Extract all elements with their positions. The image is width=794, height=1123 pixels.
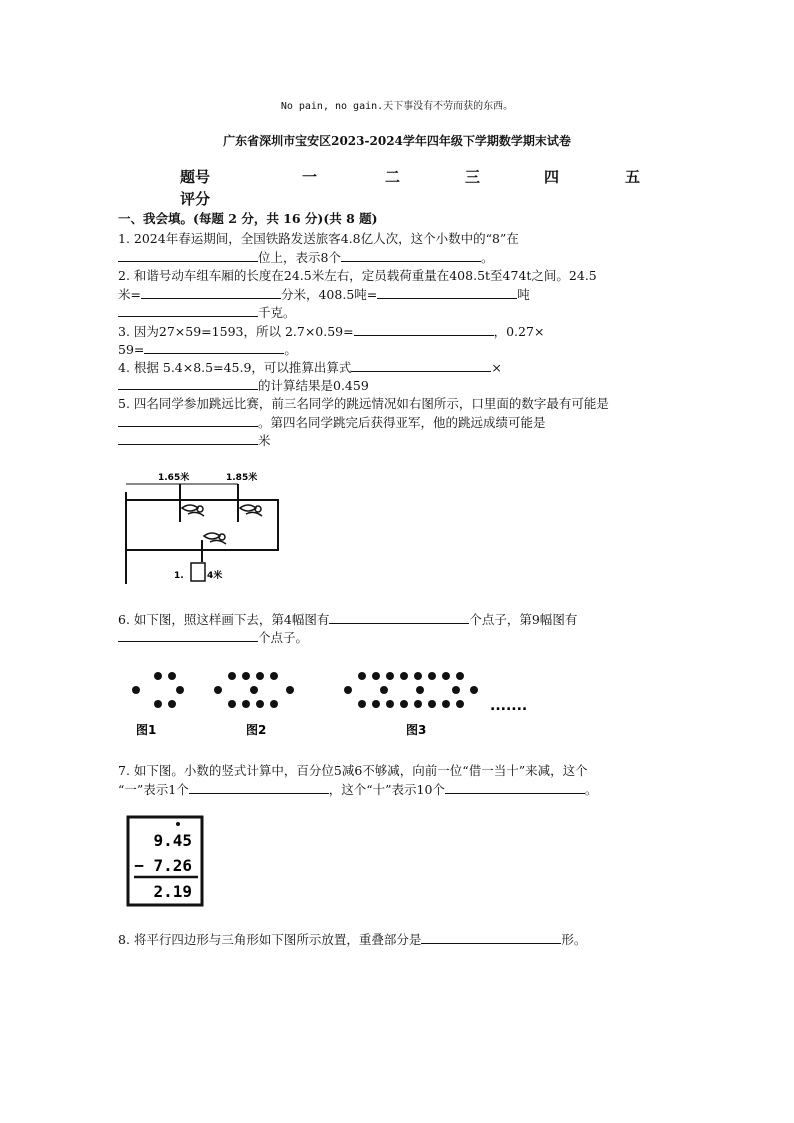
q2-text-a: 米=: [118, 287, 141, 302]
table-score-label: 评分: [180, 190, 211, 208]
q4-text-c: 的计算结果是0.459: [258, 378, 369, 393]
q2-text-b: 分米，408.5吨=: [280, 287, 378, 302]
q6-text-a: 6. 如下图，照这样画下去，第4幅图有: [118, 612, 330, 627]
answer-blank[interactable]: [118, 414, 258, 427]
q3-line1: [118, 323, 544, 340]
q5-line1: 5. 四名同学参加跳远比赛，前三名同学的跳远情况如右图所示，口里面的数字最有可能是: [118, 396, 609, 411]
q3-text-d: 。: [284, 342, 297, 357]
q3-text-b: ，0.27×: [493, 324, 545, 339]
answer-blank[interactable]: [118, 249, 258, 262]
q1-line1: 1. 2024年春运期间，全国铁路发送旅客4.8亿人次，这个小数中的“8”在: [118, 231, 519, 246]
q4-text-b: ×: [491, 360, 502, 375]
table-col-1: 一: [302, 168, 318, 186]
answer-blank[interactable]: [445, 781, 585, 794]
q5-line2: [118, 414, 546, 431]
exam-title: 广东省深圳市宝安区2023-2024学年四年级下学期数学期末试卷: [223, 134, 571, 148]
distance-label-b: 1.85米: [226, 473, 258, 483]
table-header-label: 题号: [180, 168, 211, 186]
q8-text-a: 8. 将平行四边形与三角形如下图所示放置，重叠部分是: [118, 932, 422, 947]
q4-line1: [118, 359, 502, 376]
q7-text-c: 。: [584, 782, 598, 797]
long-jump-figure: [118, 462, 288, 587]
q1-line2: [118, 249, 493, 266]
page-motto: No pain, no gain.天下事没有不劳而获的东西。: [280, 101, 514, 112]
dot-pattern-1: [132, 672, 184, 708]
q3-text-a: 3. 因为27×59=1593，所以 2.7×0.59=: [118, 324, 354, 339]
unknown-digit-box: [191, 563, 205, 581]
answer-blank[interactable]: [141, 286, 281, 299]
distance-label-c: 1.: [174, 571, 184, 581]
q5-text-a: 。第四名同学跳完后获得亚军，他的跳远成绩可能是: [258, 415, 546, 430]
subtrahend: − 7.26: [134, 856, 192, 875]
figure-caption-3: 图3: [406, 723, 427, 737]
q2-text-c: 吨: [517, 287, 530, 302]
q3-line2: [118, 341, 297, 358]
q8-line1: [118, 931, 586, 948]
q4-line2: [118, 377, 369, 394]
answer-blank[interactable]: [421, 931, 561, 944]
answer-blank[interactable]: [189, 781, 329, 794]
figure-caption-2: 图2: [246, 723, 267, 737]
q1-text-a: 位上，表示8个: [258, 250, 341, 265]
answer-blank[interactable]: [351, 359, 491, 372]
borrow-dot: [176, 822, 180, 826]
q2-line2: [118, 286, 530, 303]
q7-line2: [118, 781, 597, 798]
table-col-5: 五: [625, 168, 641, 186]
q7-text-a: “一”表示1个: [118, 782, 189, 797]
figure-caption-1: 图1: [136, 723, 157, 737]
dot-pattern-2: [214, 672, 294, 708]
distance-label-a: 1.65米: [158, 473, 190, 483]
answer-blank[interactable]: [377, 286, 517, 299]
section-heading: 一、我会填。(每题 2 分，共 16 分)(共 8 题): [118, 211, 378, 226]
continuation-dots: .......: [490, 698, 528, 714]
q6-line2: [118, 629, 308, 646]
q7-line1: 7. 如下图。小数的竖式计算中，百分位5减6不够减，向前一位“借一当十”来减，这个: [118, 763, 588, 778]
q5-text-b: 米: [258, 433, 271, 448]
difference: 2.19: [153, 882, 192, 901]
q6-line1: [118, 611, 577, 628]
q2-line3: [118, 304, 296, 321]
q6-text-c: 个点子。: [258, 630, 309, 645]
vertical-subtraction-figure: [126, 813, 206, 909]
answer-blank[interactable]: [329, 611, 469, 624]
q7-text-b: ，这个“十”表示10个: [328, 782, 445, 797]
answer-blank[interactable]: [118, 629, 258, 642]
minuend: 9.45: [153, 831, 192, 850]
answer-blank[interactable]: [341, 249, 481, 262]
distance-label-d: 4米: [207, 571, 223, 581]
q5-line3: [118, 432, 271, 449]
q4-text-a: 4. 根据 5.4×8.5=45.9，可以推算出算式: [118, 360, 352, 375]
footprint-icon: [182, 505, 204, 516]
q2-line1: 2. 和谐号动车组车厢的长度在24.5米左右，定员载荷重量在408.5t至474t之间。24.5: [118, 268, 597, 283]
answer-blank[interactable]: [144, 341, 284, 354]
table-col-3: 三: [465, 168, 481, 186]
answer-blank[interactable]: [118, 377, 258, 390]
dot-pattern-3: [344, 672, 478, 708]
dot-pattern-figure: [118, 664, 558, 744]
q3-text-c: 59=: [118, 342, 145, 357]
q6-text-b: 个点子，第9幅图有: [469, 612, 578, 627]
answer-blank[interactable]: [354, 323, 494, 336]
answer-blank[interactable]: [118, 304, 258, 317]
table-col-4: 四: [544, 168, 560, 186]
q2-text-d: 千克。: [258, 305, 296, 320]
q1-text-b: 。: [480, 250, 494, 265]
footprint-icon: [204, 533, 226, 544]
footprint-icon: [240, 505, 262, 516]
table-col-2: 二: [385, 168, 401, 186]
answer-blank[interactable]: [118, 432, 258, 445]
q8-text-b: 形。: [561, 932, 587, 947]
